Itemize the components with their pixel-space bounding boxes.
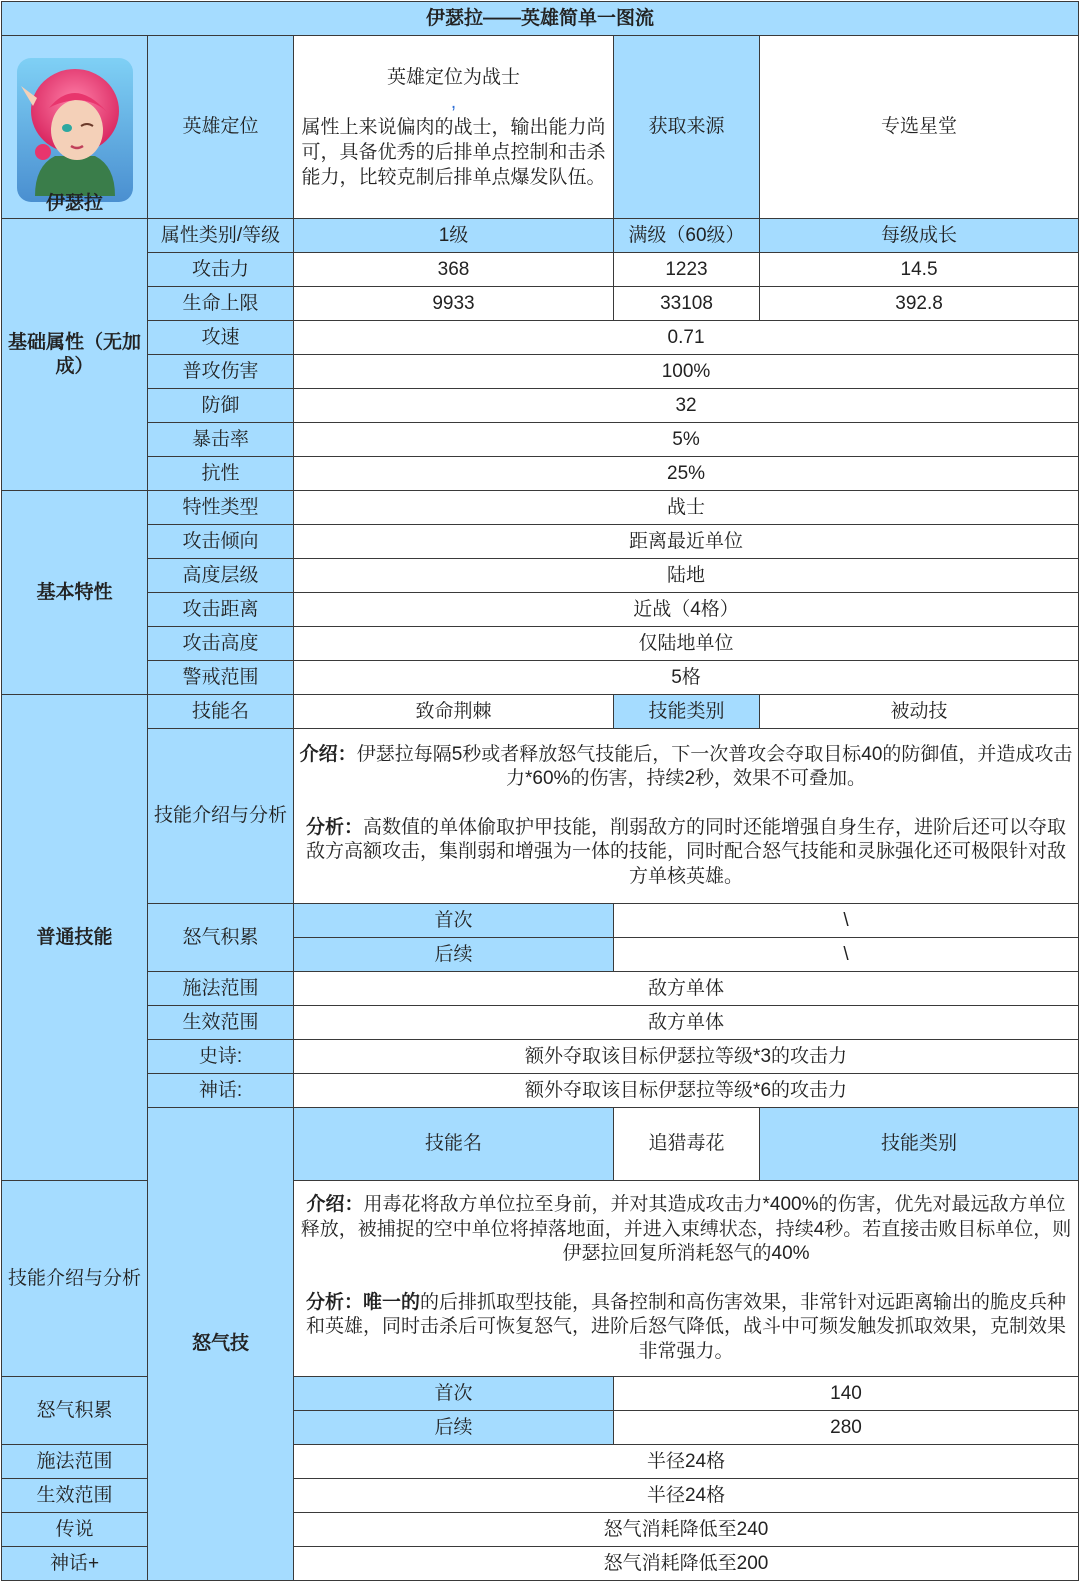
normal-skill-rage-first-label: 首次 <box>294 904 614 938</box>
trait-label-attack-height: 攻击高度 <box>148 627 294 661</box>
position-comma: , <box>450 91 457 113</box>
normal-skill-intro: 伊瑟拉每隔5秒或者释放怒气技能后，下一次普攻会夺取目标40的防御值，并造成攻击力*60%的伤害，持续2秒，效果不可叠加。 <box>356 743 1073 790</box>
normal-skill-section: 普通技能 <box>2 695 148 1181</box>
trait-label-target: 攻击倾向 <box>148 525 294 559</box>
trait-height-layer-value: 陆地 <box>294 559 1079 593</box>
position-description <box>294 36 614 219</box>
rage-skill-analysis: 的后排抓取型技能，具备控制和高伤害效果，非常针对远距离输出的脆皮兵种和英雄，同时击杀后可恢复怒气，进阶后怒气降低，战斗中可频发触发抓取效果，克制效果非常强力。 <box>306 1291 1067 1362</box>
page-title: 伊瑟拉——英雄简单一图流 <box>2 2 1079 36</box>
rage-skill-rage-first-label: 首次 <box>294 1377 614 1411</box>
position-label: 英雄定位 <box>148 36 294 219</box>
normal-skill-effect-label: 生效范围 <box>148 1006 294 1040</box>
normal-skill-rage-next: \ <box>614 938 1079 972</box>
rage-skill-myth-label: 神话+ <box>2 1547 148 1581</box>
stat-attack-max: 1223 <box>614 253 760 287</box>
normal-skill-type-label: 技能类别 <box>614 695 760 729</box>
rage-skill-intro-key: 介绍： <box>306 1194 364 1215</box>
normal-skill-cast-label: 施法范围 <box>148 972 294 1006</box>
normal-skill-name-label: 技能名 <box>148 695 294 729</box>
stat-header-label: 属性类别/等级 <box>148 219 294 253</box>
rage-skill-cast-label: 施法范围 <box>2 1445 148 1479</box>
stat-label-defense: 防御 <box>148 389 294 423</box>
stat-label-normal-damage: 普攻伤害 <box>148 355 294 389</box>
normal-skill-epic: 额外夺取该目标伊瑟拉等级*3的攻击力 <box>294 1040 1079 1074</box>
stat-crit-value: 5% <box>294 423 1079 457</box>
rage-skill-type-label: 技能类别 <box>760 1108 1079 1181</box>
rage-skill-rage-label: 怒气积累 <box>2 1377 148 1445</box>
normal-skill-name: 致命荆棘 <box>294 695 614 729</box>
stat-label-attack: 攻击力 <box>148 253 294 287</box>
rage-skill-rage-next-label: 后续 <box>294 1411 614 1445</box>
hero-name: 伊瑟拉 <box>45 193 103 214</box>
normal-skill-description <box>294 729 1079 904</box>
trait-label-range: 攻击距离 <box>148 593 294 627</box>
rage-skill-cast: 半径24格 <box>294 1445 1079 1479</box>
rage-skill-rage-first: 140 <box>614 1377 1079 1411</box>
stat-defense-value: 32 <box>294 389 1079 423</box>
normal-skill-rage-label: 怒气积累 <box>148 904 294 972</box>
rage-skill-section: 怒气技 <box>148 1108 294 1581</box>
normal-skill-effect: 敌方单体 <box>294 1006 1079 1040</box>
stat-label-resist: 抗性 <box>148 457 294 491</box>
rage-skill-effect-label: 生效范围 <box>2 1479 148 1513</box>
hero-info-table <box>1 1 1079 1581</box>
stat-header-lv1: 1级 <box>294 219 614 253</box>
stat-header-growth: 每级成长 <box>760 219 1079 253</box>
trait-label-type: 特性类型 <box>148 491 294 525</box>
rage-skill-analysis-key: 分析： <box>306 1291 364 1313</box>
rage-skill-desc-label: 技能介绍与分析 <box>2 1181 148 1377</box>
rage-skill-legend-label: 传说 <box>2 1513 148 1547</box>
rage-skill-intro: 用毒花将敌方单位拉至身前，并对其造成攻击力*400%的伤害，优先对最远敌方单位释放，被捕捉的空中单位将掉落地面，并进入束缚状态，持续4秒。若直接击败目标单位，则伊瑟拉回复所消耗怒气的40% <box>300 1194 1072 1264</box>
source-label: 获取来源 <box>614 36 760 219</box>
rage-skill-myth: 怒气消耗降低至200 <box>294 1547 1079 1581</box>
normal-skill-analysis: 高数值的单体偷取护甲技能，削弱敌方的同时还能增强自身生存，进阶后还可以夺取敌方高额攻击，集削弱和增强为一体的技能，同时配合怒气技能和灵脉强化还可极限针对敌方单核英雄。 <box>306 816 1067 887</box>
rage-skill-name: 追猎毒花 <box>614 1108 760 1181</box>
source-value: 专选星堂 <box>760 36 1079 219</box>
rage-skill-analysis-bold: 唯一的 <box>363 1291 421 1313</box>
normal-skill-myth: 额外夺取该目标伊瑟拉等级*6的攻击力 <box>294 1074 1079 1108</box>
normal-skill-epic-label: 史诗: <box>148 1040 294 1074</box>
base-stats-section: 基础属性（无加成） <box>2 219 148 491</box>
normal-skill-myth-label: 神话: <box>148 1074 294 1108</box>
stat-label-hp: 生命上限 <box>148 287 294 321</box>
normal-skill-intro-key: 介绍： <box>299 743 357 765</box>
trait-range-value: 近战（4格） <box>294 593 1079 627</box>
stat-normal-damage-value: 100% <box>294 355 1079 389</box>
normal-skill-type: 被动技 <box>760 695 1079 729</box>
stat-hp-growth: 392.8 <box>760 287 1079 321</box>
hero-portrait-cell <box>2 36 148 219</box>
trait-label-height-layer: 高度层级 <box>148 559 294 593</box>
hero-portrait-icon <box>15 56 135 204</box>
stat-attack-speed-value: 0.71 <box>294 321 1079 355</box>
trait-label-alert: 警戒范围 <box>148 661 294 695</box>
stat-header-max: 满级（60级） <box>614 219 760 253</box>
position-line-2: 属性上来说偏肉的战士，输出能力尚可，具备优秀的后排单点控制和击杀能力，比较克制后排单点爆发队伍。 <box>301 116 606 188</box>
rage-skill-legend: 怒气消耗降低至240 <box>294 1513 1079 1547</box>
rage-skill-description <box>294 1181 1079 1377</box>
stat-hp-max: 33108 <box>614 287 760 321</box>
position-line-1: 英雄定位为战士 <box>386 66 520 88</box>
normal-skill-rage-next-label: 后续 <box>294 938 614 972</box>
rage-skill-effect: 半径24格 <box>294 1479 1079 1513</box>
stat-label-crit: 暴击率 <box>148 423 294 457</box>
traits-section: 基本特性 <box>2 491 148 695</box>
normal-skill-desc-label: 技能介绍与分析 <box>148 729 294 904</box>
trait-type-value: 战士 <box>294 491 1079 525</box>
normal-skill-rage-first: \ <box>614 904 1079 938</box>
trait-attack-height-value: 仅陆地单位 <box>294 627 1079 661</box>
stat-label-attack-speed: 攻速 <box>148 321 294 355</box>
rage-skill-name-label: 技能名 <box>294 1108 614 1181</box>
stat-resist-value: 25% <box>294 457 1079 491</box>
stat-attack-lv1: 368 <box>294 253 614 287</box>
normal-skill-analysis-key: 分析： <box>306 816 364 838</box>
stat-attack-growth: 14.5 <box>760 253 1079 287</box>
trait-target-value: 距离最近单位 <box>294 525 1079 559</box>
stat-hp-lv1: 9933 <box>294 287 614 321</box>
normal-skill-cast: 敌方单体 <box>294 972 1079 1006</box>
trait-alert-value: 5格 <box>294 661 1079 695</box>
rage-skill-rage-next: 280 <box>614 1411 1079 1445</box>
